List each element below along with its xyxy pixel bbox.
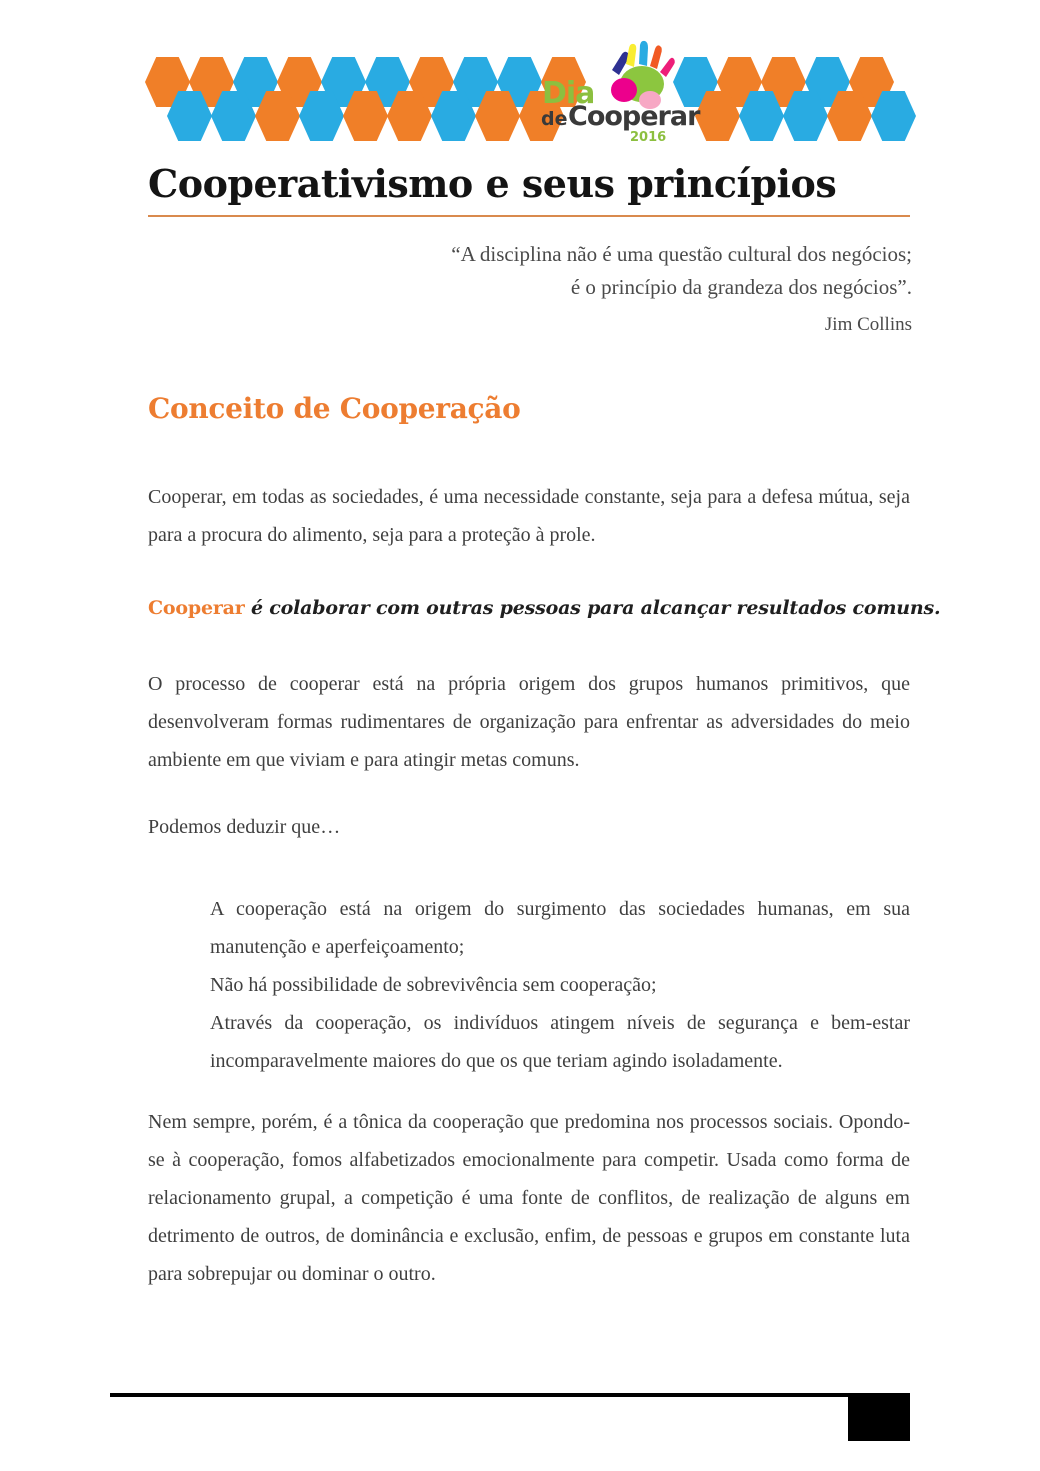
paragraph-competition: Nem sempre, porém, é a tônica da cooperação que predomina nos processos sociais. Opondo-se à cooperação, fomos alfabetizados emocionalmente para competir. Usada como forma de relacionamento grupal, a competição é uma fonte de conflitos, de realização de alguns em detrimento de outros, de dominância e exclusão, enfim, de pessoas e grupos em constante luta para sobrepujar ou dominar o outro. bbox=[148, 1111, 910, 1285]
hexagon-tile bbox=[475, 90, 520, 142]
logo-dia-text: Dia bbox=[542, 76, 595, 111]
hexagon-tile bbox=[211, 90, 256, 142]
logo-cooperar-text: Cooperar bbox=[568, 101, 700, 132]
hexagon-row-left-bottom bbox=[167, 90, 563, 142]
hexagon-tile bbox=[871, 90, 916, 142]
hexagon-tile bbox=[343, 90, 388, 142]
quote-line-1: “A disciplina não é uma questão cultural dos negócios; bbox=[451, 242, 912, 266]
logo-de-text: de bbox=[541, 108, 568, 130]
quote-author: Jim Collins bbox=[824, 314, 912, 335]
hexagon-tile bbox=[827, 90, 872, 142]
deduction-list bbox=[210, 890, 910, 1080]
list-item: Não há possibilidade de sobrevivência sem cooperação; bbox=[210, 974, 657, 996]
page-title: Cooperativismo e seus princípios bbox=[148, 161, 837, 206]
dia-de-cooperar-logo bbox=[540, 38, 700, 150]
paragraph-intro: Cooperar, em todas as sociedades, é uma necessidade constante, seja para a defesa mútua, seja para a procura do alimento, seja para a proteção à prole. bbox=[148, 486, 910, 546]
hexagon-tile bbox=[431, 90, 476, 142]
logo-year-text: 2016 bbox=[630, 130, 667, 145]
header-decorative-band bbox=[0, 40, 1040, 150]
lead-definition-line bbox=[148, 593, 941, 623]
footer-rule bbox=[110, 1393, 910, 1397]
section-heading: Conceito de Cooperação bbox=[148, 392, 521, 425]
hexagon-tile bbox=[167, 90, 212, 142]
hexagon-tile bbox=[695, 90, 740, 142]
lead-rest: é colaborar com outras pessoas para alcançar resultados comuns. bbox=[244, 597, 941, 619]
hexagon-tile bbox=[299, 90, 344, 142]
footer-page-marker-box bbox=[848, 1395, 910, 1441]
hexagon-tile bbox=[783, 90, 828, 142]
hexagon-tile bbox=[739, 90, 784, 142]
list-item: A cooperação está na origem do surgimento das sociedades humanas, em sua manutenção e aperfeiçoamento; bbox=[210, 898, 910, 958]
hexagon-tile bbox=[387, 90, 432, 142]
epigraph-quote bbox=[360, 238, 912, 341]
hexagon-tile bbox=[255, 90, 300, 142]
paragraph-deduce-intro: Podemos deduzir que… bbox=[148, 816, 341, 838]
lead-keyword: Cooperar bbox=[148, 597, 245, 619]
paragraph-origins: O processo de cooperar está na própria origem dos grupos humanos primitivos, que desenvolveram formas rudimentares de organização para enfrentar as adversidades do meio ambiente em que viviam e para atingir metas comuns. bbox=[148, 673, 910, 771]
title-underline-rule bbox=[148, 215, 910, 217]
quote-line-2: é o princípio da grandeza dos negócios”. bbox=[570, 275, 912, 299]
hexagon-row-right-bottom bbox=[695, 90, 915, 142]
list-item: Através da cooperação, os indivíduos atingem níveis de segurança e bem-estar incomparavelmente maiores do que os que teriam agindo isoladamente. bbox=[210, 1012, 910, 1072]
